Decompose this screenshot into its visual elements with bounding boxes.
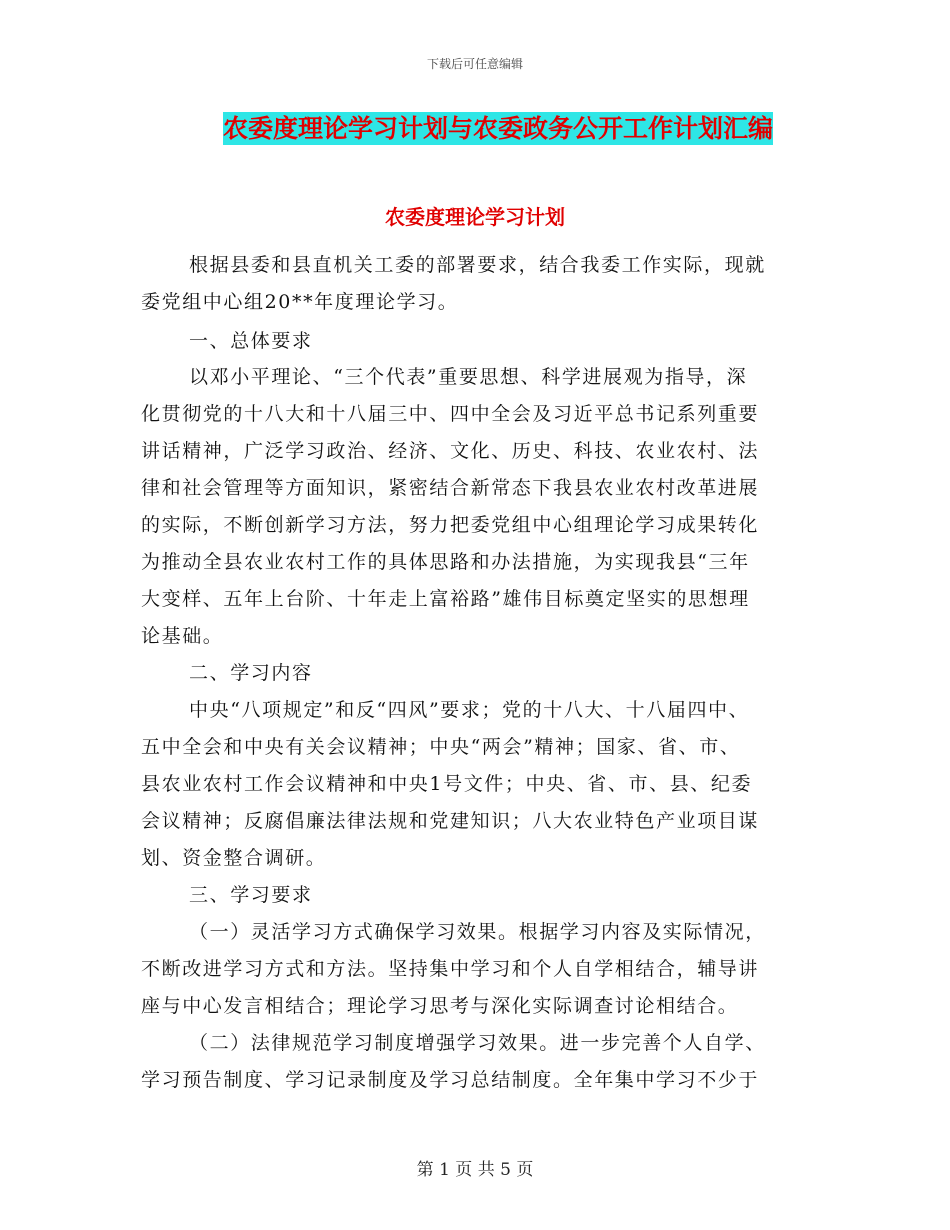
paragraph-line: 的实际，不断创新学习方法，努力把委党组中心组理论学习成果转化 xyxy=(141,514,760,536)
paragraph-line: 委党组中心组20**年度理论学习。 xyxy=(141,291,459,313)
paragraph-line: 大变样、五年上台阶、十年走上富裕路”雄伟目标奠定坚实的思想理 xyxy=(141,588,750,610)
paragraph-line: 根据县委和县直机关工委的部署要求，结合我委工作实际，现就 xyxy=(189,254,766,276)
paragraph-line: 讲话精神，广泛学习政治、经济、文化、历史、科技、农业农村、法 xyxy=(141,440,760,462)
paragraph-line: 论基础。 xyxy=(141,625,224,647)
paragraph-line: 律和社会管理等方面知识，紧密结合新常态下我县农业农村改革进展 xyxy=(141,477,760,499)
paragraph-line: 中央“八项规定”和反“四风”要求；党的十八大、十八届四中、 xyxy=(189,699,750,721)
paragraph-line: 不断改进学习方式和方法。坚持集中学习和个人自学相结合，辅导讲 xyxy=(141,958,760,980)
paragraph-line: 会议精神；反腐倡廉法律法规和党建知识；八大农业特色产业项目谋 xyxy=(141,810,760,832)
section-heading: 三、学习要求 xyxy=(189,884,313,906)
paragraph-line: 划、资金整合调研。 xyxy=(141,847,327,869)
paragraph-line: 县农业农村工作会议精神和中央1号文件；中央、省、市、县、纪委 xyxy=(141,773,753,795)
paragraph-line: 化贯彻党的十八大和十八届三中、四中全会及习近平总书记系列重要 xyxy=(141,403,760,425)
document-title-text: 农委度理论学习计划与农委政务公开工作计划汇编 xyxy=(222,114,773,143)
paragraph-line: 为推动全县农业农村工作的具体思路和办法措施，为实现我县“三年 xyxy=(141,551,750,573)
document-title xyxy=(207,112,789,145)
paragraph-line: 座与中心发言相结合；理论学习思考与深化实际调查讨论相结合。 xyxy=(141,995,739,1017)
section-heading: 二、学习内容 xyxy=(189,662,313,684)
section-heading: 一、总体要求 xyxy=(189,330,313,352)
paragraph-line: （一）灵活学习方式确保学习效果。根据学习内容及实际情况， xyxy=(189,921,766,943)
paragraph-line: 五中全会和中央有关会议精神；中央“两会”精神；国家、省、市、 xyxy=(141,736,741,758)
page-footer: 第 1 页 共 5 页 xyxy=(416,1160,534,1180)
paragraph-line: 以邓小平理论、“三个代表”重要思想、科学进展观为指导，深 xyxy=(189,366,748,388)
paragraph-line: （二）法律规范学习制度增强学习效果。进一步完善个人自学、 xyxy=(189,1032,766,1054)
paragraph-line: 学习预告制度、学习记录制度及学习总结制度。全年集中学习不少于 xyxy=(141,1069,760,1091)
header-note: 下载后可任意编辑 xyxy=(426,57,523,71)
section-title: 农委度理论学习计划 xyxy=(385,205,565,229)
